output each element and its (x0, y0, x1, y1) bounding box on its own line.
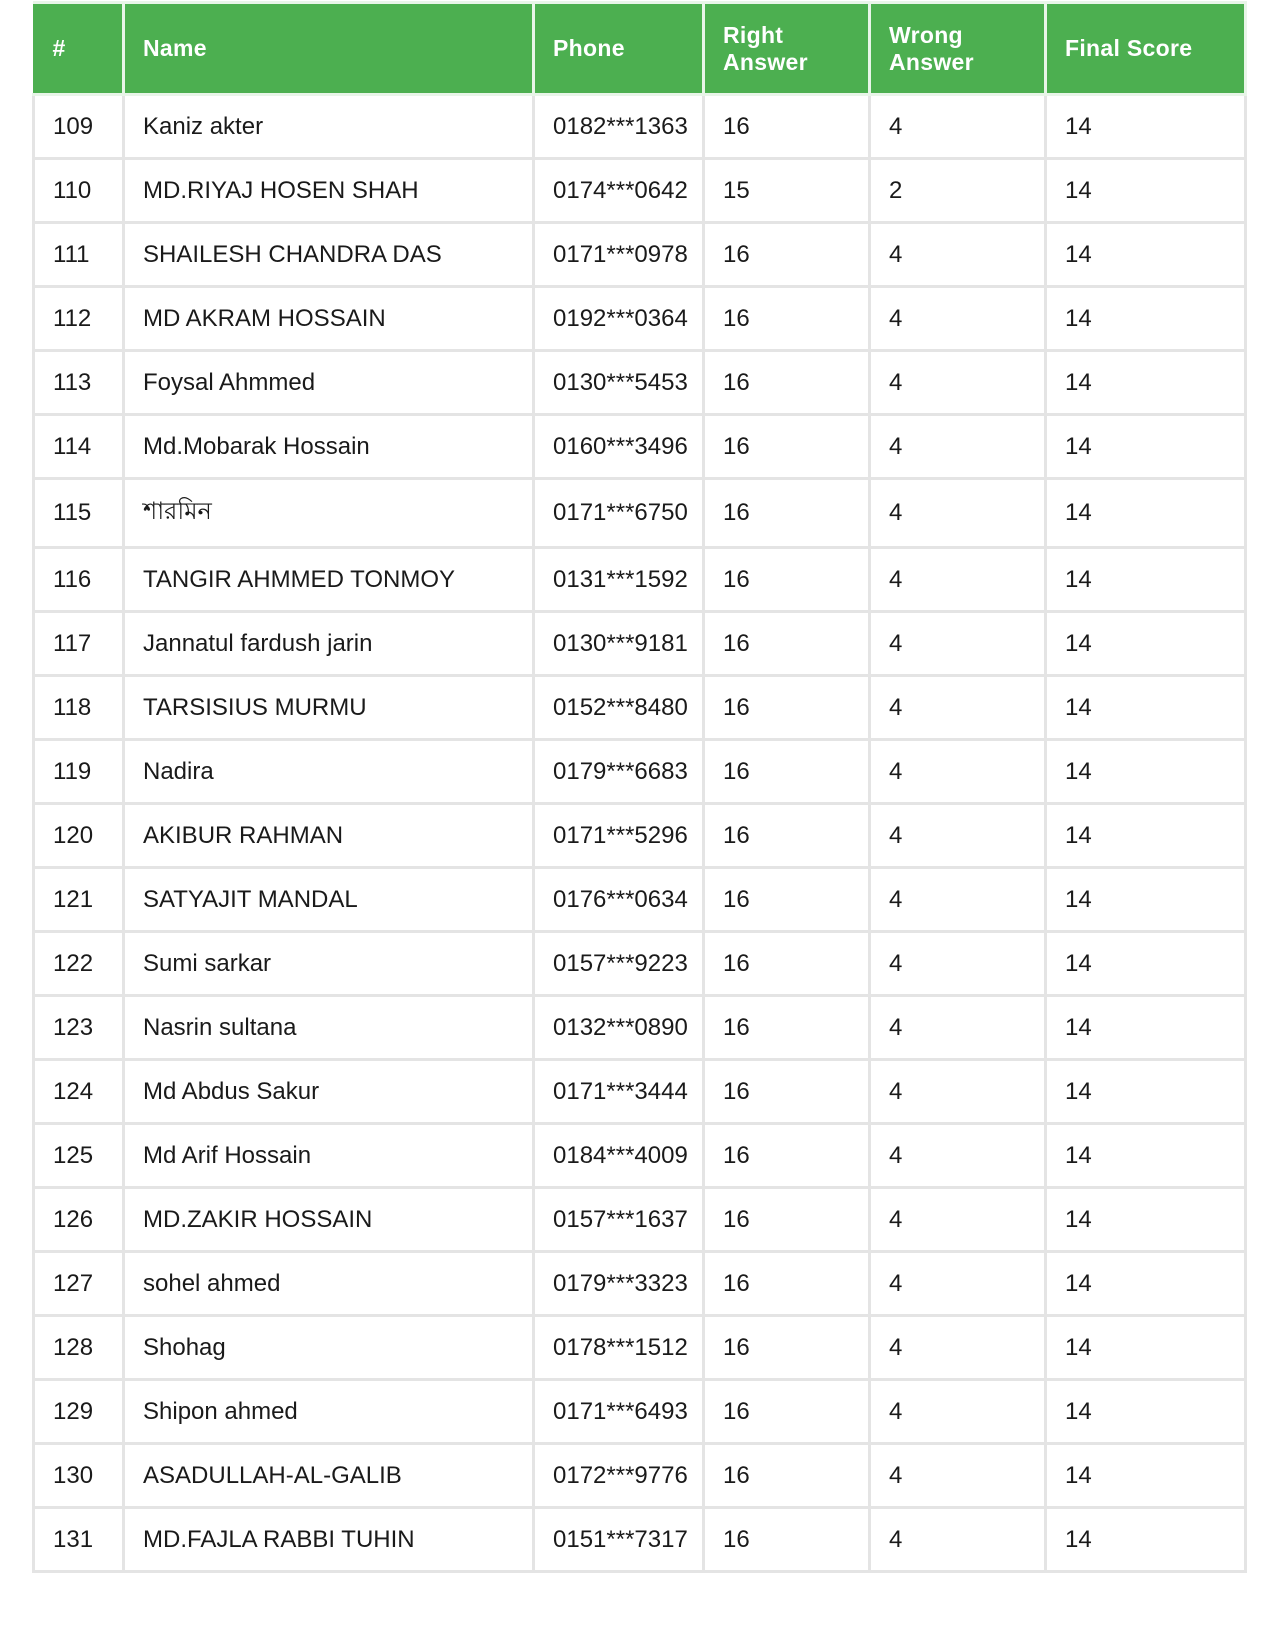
cell-final-score: 14 (1046, 676, 1246, 740)
column-header-final-score: Final Score (1046, 3, 1246, 95)
cell-name: SATYAJIT MANDAL (124, 868, 534, 932)
table-body (34, 95, 1246, 1572)
cell-wrong-answer: 4 (870, 1060, 1046, 1124)
table-row (34, 479, 1246, 548)
cell-name: ASADULLAH-AL-GALIB (124, 1444, 534, 1508)
table-row (34, 1508, 1246, 1572)
cell-final-score: 14 (1046, 479, 1246, 548)
cell-final-score: 14 (1046, 351, 1246, 415)
cell-number: 120 (34, 804, 124, 868)
column-header-wrong-answer: Wrong Answer (870, 3, 1046, 95)
cell-wrong-answer: 4 (870, 676, 1046, 740)
cell-number: 115 (34, 479, 124, 548)
cell-phone: 0172***9776 (534, 1444, 704, 1508)
cell-number: 131 (34, 1508, 124, 1572)
cell-right-answer: 16 (704, 676, 870, 740)
cell-final-score: 14 (1046, 612, 1246, 676)
cell-phone: 0178***1512 (534, 1316, 704, 1380)
cell-number: 123 (34, 996, 124, 1060)
table-row (34, 95, 1246, 159)
cell-right-answer: 16 (704, 1444, 870, 1508)
cell-final-score: 14 (1046, 1316, 1246, 1380)
cell-phone: 0179***6683 (534, 740, 704, 804)
table-row (34, 1316, 1246, 1380)
table-row (34, 612, 1246, 676)
column-header-number: # (34, 3, 124, 95)
cell-name: AKIBUR RAHMAN (124, 804, 534, 868)
cell-number: 109 (34, 95, 124, 159)
cell-phone: 0192***0364 (534, 287, 704, 351)
cell-wrong-answer: 4 (870, 932, 1046, 996)
cell-wrong-answer: 4 (870, 351, 1046, 415)
cell-number: 112 (34, 287, 124, 351)
cell-right-answer: 16 (704, 548, 870, 612)
cell-number: 116 (34, 548, 124, 612)
cell-final-score: 14 (1046, 95, 1246, 159)
cell-right-answer: 15 (704, 159, 870, 223)
table-row (34, 1380, 1246, 1444)
cell-wrong-answer: 4 (870, 1316, 1046, 1380)
cell-name: শারমিন (124, 479, 534, 548)
cell-wrong-answer: 2 (870, 159, 1046, 223)
table-row (34, 1252, 1246, 1316)
cell-right-answer: 16 (704, 287, 870, 351)
cell-phone: 0130***9181 (534, 612, 704, 676)
cell-wrong-answer: 4 (870, 996, 1046, 1060)
cell-phone: 0171***5296 (534, 804, 704, 868)
cell-final-score: 14 (1046, 1252, 1246, 1316)
cell-number: 119 (34, 740, 124, 804)
cell-phone: 0130***5453 (534, 351, 704, 415)
cell-name: Kaniz akter (124, 95, 534, 159)
cell-number: 111 (34, 223, 124, 287)
cell-phone: 0152***8480 (534, 676, 704, 740)
cell-name: MD.RIYAJ HOSEN SHAH (124, 159, 534, 223)
cell-final-score: 14 (1046, 1444, 1246, 1508)
cell-right-answer: 16 (704, 612, 870, 676)
cell-final-score: 14 (1046, 223, 1246, 287)
cell-right-answer: 16 (704, 1252, 870, 1316)
cell-wrong-answer: 4 (870, 868, 1046, 932)
cell-name: Nasrin sultana (124, 996, 534, 1060)
table-row (34, 740, 1246, 804)
cell-phone: 0157***1637 (534, 1188, 704, 1252)
cell-name: MD.FAJLA RABBI TUHIN (124, 1508, 534, 1572)
cell-right-answer: 16 (704, 932, 870, 996)
table-row (34, 804, 1246, 868)
cell-right-answer: 16 (704, 415, 870, 479)
table-row (34, 548, 1246, 612)
cell-final-score: 14 (1046, 868, 1246, 932)
cell-name: Sumi sarkar (124, 932, 534, 996)
table-row (34, 1444, 1246, 1508)
cell-wrong-answer: 4 (870, 1124, 1046, 1188)
cell-number: 122 (34, 932, 124, 996)
cell-right-answer: 16 (704, 95, 870, 159)
cell-name: Jannatul fardush jarin (124, 612, 534, 676)
results-table (32, 1, 1247, 1573)
cell-wrong-answer: 4 (870, 415, 1046, 479)
cell-number: 110 (34, 159, 124, 223)
cell-phone: 0179***3323 (534, 1252, 704, 1316)
cell-number: 127 (34, 1252, 124, 1316)
cell-name: Md.Mobarak Hossain (124, 415, 534, 479)
cell-phone: 0132***0890 (534, 996, 704, 1060)
cell-wrong-answer: 4 (870, 740, 1046, 804)
table-row (34, 1060, 1246, 1124)
cell-wrong-answer: 4 (870, 223, 1046, 287)
table-row (34, 415, 1246, 479)
cell-right-answer: 16 (704, 804, 870, 868)
cell-name: Md Arif Hossain (124, 1124, 534, 1188)
cell-name: TANGIR AHMMED TONMOY (124, 548, 534, 612)
cell-name: MD.ZAKIR HOSSAIN (124, 1188, 534, 1252)
cell-wrong-answer: 4 (870, 1444, 1046, 1508)
cell-name: MD AKRAM HOSSAIN (124, 287, 534, 351)
cell-final-score: 14 (1046, 415, 1246, 479)
cell-number: 118 (34, 676, 124, 740)
table-header (34, 3, 1246, 95)
table-row (34, 159, 1246, 223)
cell-name: SHAILESH CHANDRA DAS (124, 223, 534, 287)
cell-wrong-answer: 4 (870, 804, 1046, 868)
cell-final-score: 14 (1046, 996, 1246, 1060)
cell-number: 114 (34, 415, 124, 479)
cell-wrong-answer: 4 (870, 95, 1046, 159)
cell-name: Shipon ahmed (124, 1380, 534, 1444)
cell-number: 125 (34, 1124, 124, 1188)
cell-wrong-answer: 4 (870, 612, 1046, 676)
column-header-right-answer: Right Answer (704, 3, 870, 95)
cell-number: 124 (34, 1060, 124, 1124)
cell-right-answer: 16 (704, 1508, 870, 1572)
cell-final-score: 14 (1046, 804, 1246, 868)
table-row (34, 932, 1246, 996)
cell-phone: 0171***6493 (534, 1380, 704, 1444)
cell-wrong-answer: 4 (870, 1188, 1046, 1252)
cell-phone: 0160***3496 (534, 415, 704, 479)
cell-final-score: 14 (1046, 932, 1246, 996)
cell-final-score: 14 (1046, 1060, 1246, 1124)
cell-final-score: 14 (1046, 1188, 1246, 1252)
cell-number: 117 (34, 612, 124, 676)
table-row (34, 996, 1246, 1060)
table-row (34, 868, 1246, 932)
cell-final-score: 14 (1046, 1380, 1246, 1444)
cell-phone: 0171***6750 (534, 479, 704, 548)
cell-name: TARSISIUS MURMU (124, 676, 534, 740)
cell-phone: 0171***0978 (534, 223, 704, 287)
cell-final-score: 14 (1046, 548, 1246, 612)
cell-number: 121 (34, 868, 124, 932)
cell-number: 126 (34, 1188, 124, 1252)
cell-final-score: 14 (1046, 159, 1246, 223)
table-row (34, 351, 1246, 415)
cell-name: sohel ahmed (124, 1252, 534, 1316)
cell-phone: 0151***7317 (534, 1508, 704, 1572)
table-row (34, 287, 1246, 351)
table-row (34, 1124, 1246, 1188)
cell-right-answer: 16 (704, 351, 870, 415)
cell-wrong-answer: 4 (870, 287, 1046, 351)
column-header-name: Name (124, 3, 534, 95)
table-row (34, 1188, 1246, 1252)
cell-name: Md Abdus Sakur (124, 1060, 534, 1124)
cell-wrong-answer: 4 (870, 479, 1046, 548)
cell-right-answer: 16 (704, 1124, 870, 1188)
cell-phone: 0182***1363 (534, 95, 704, 159)
cell-phone: 0174***0642 (534, 159, 704, 223)
cell-name: Nadira (124, 740, 534, 804)
cell-right-answer: 16 (704, 740, 870, 804)
cell-number: 129 (34, 1380, 124, 1444)
cell-final-score: 14 (1046, 740, 1246, 804)
table-row (34, 676, 1246, 740)
cell-right-answer: 16 (704, 223, 870, 287)
cell-wrong-answer: 4 (870, 548, 1046, 612)
cell-right-answer: 16 (704, 1380, 870, 1444)
cell-right-answer: 16 (704, 1188, 870, 1252)
cell-right-answer: 16 (704, 868, 870, 932)
cell-name: Foysal Ahmmed (124, 351, 534, 415)
cell-wrong-answer: 4 (870, 1380, 1046, 1444)
cell-right-answer: 16 (704, 996, 870, 1060)
cell-phone: 0176***0634 (534, 868, 704, 932)
cell-right-answer: 16 (704, 1060, 870, 1124)
cell-number: 128 (34, 1316, 124, 1380)
cell-final-score: 14 (1046, 1124, 1246, 1188)
cell-number: 113 (34, 351, 124, 415)
cell-final-score: 14 (1046, 1508, 1246, 1572)
cell-wrong-answer: 4 (870, 1252, 1046, 1316)
cell-number: 130 (34, 1444, 124, 1508)
cell-wrong-answer: 4 (870, 1508, 1046, 1572)
cell-right-answer: 16 (704, 1316, 870, 1380)
cell-name: Shohag (124, 1316, 534, 1380)
column-header-phone: Phone (534, 3, 704, 95)
cell-phone: 0171***3444 (534, 1060, 704, 1124)
cell-right-answer: 16 (704, 479, 870, 548)
table-row (34, 223, 1246, 287)
cell-phone: 0131***1592 (534, 548, 704, 612)
cell-final-score: 14 (1046, 287, 1246, 351)
header-row (34, 3, 1246, 95)
cell-phone: 0157***9223 (534, 932, 704, 996)
cell-phone: 0184***4009 (534, 1124, 704, 1188)
